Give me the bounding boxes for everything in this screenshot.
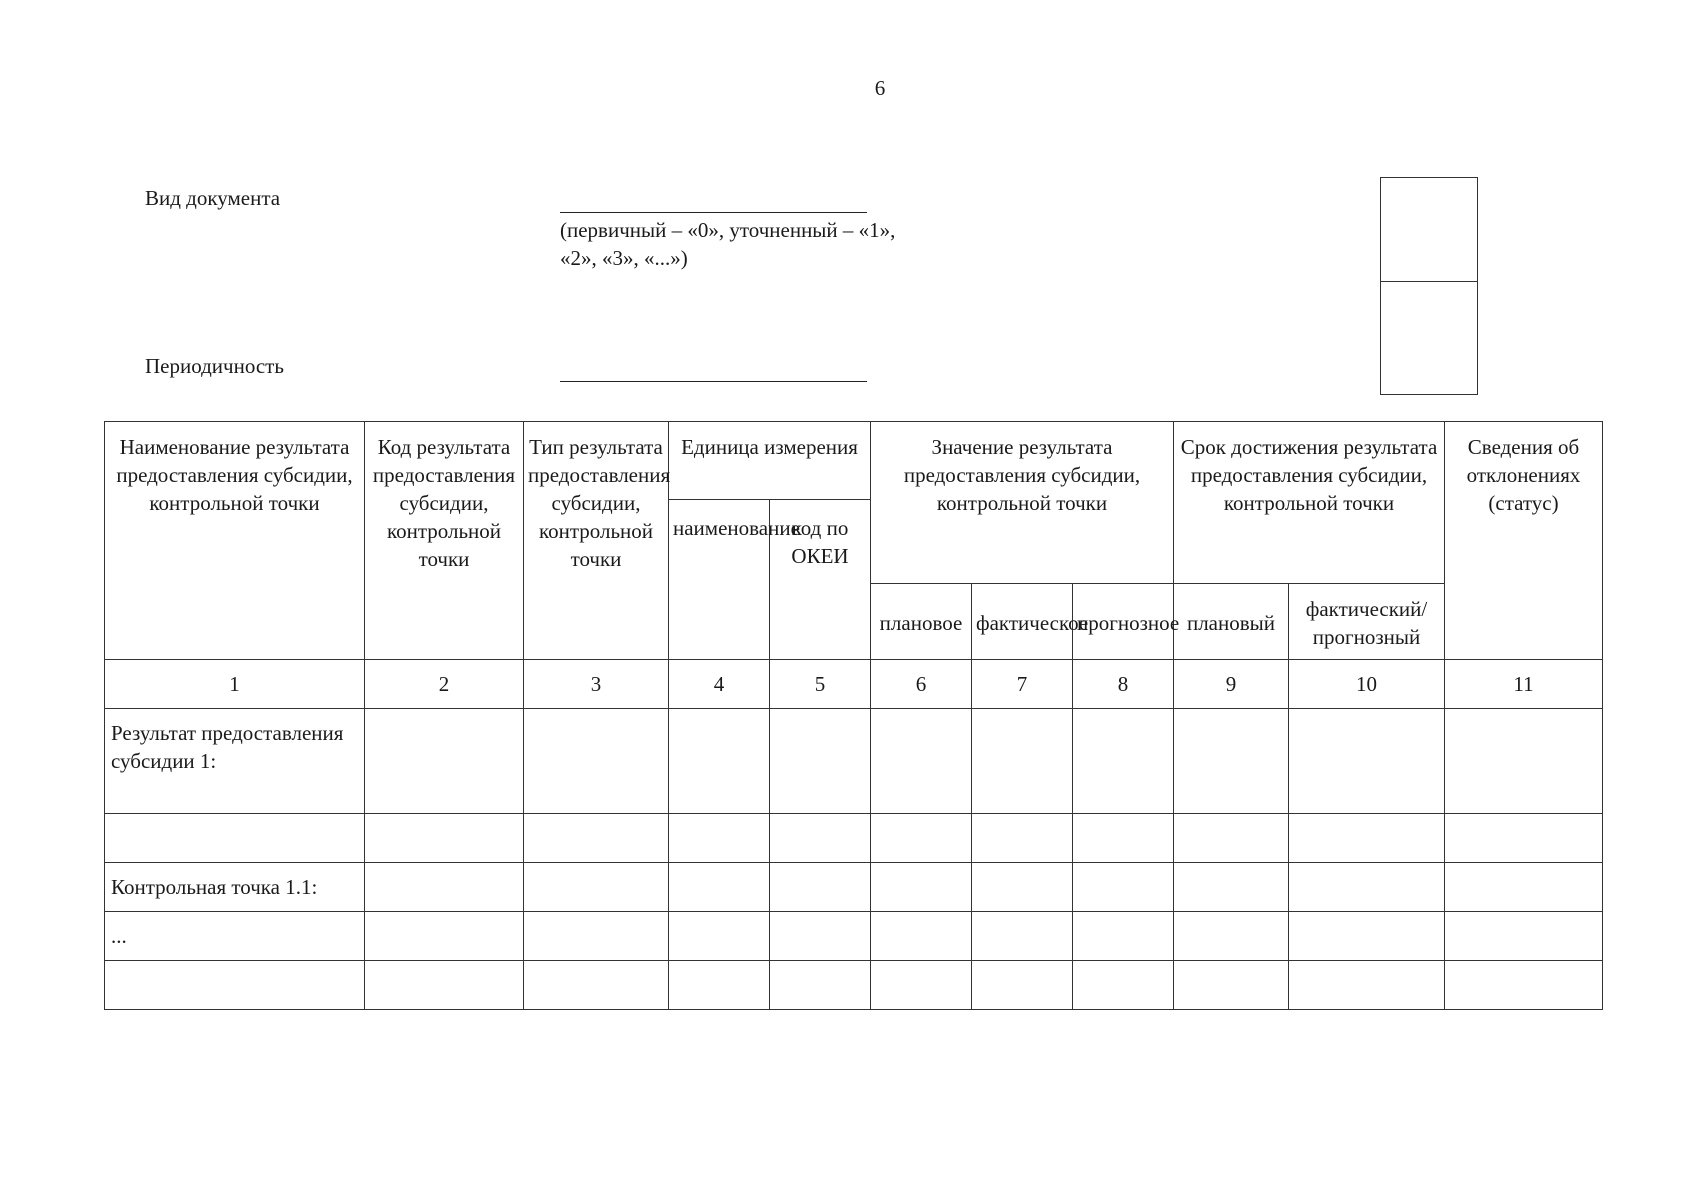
table-cell bbox=[365, 709, 524, 814]
table-cell bbox=[770, 709, 871, 814]
row-label: ... bbox=[105, 912, 365, 961]
header-value-actual: фактическое bbox=[972, 584, 1073, 660]
table-cell bbox=[1073, 709, 1174, 814]
table-cell bbox=[871, 912, 972, 961]
column-number: 1 bbox=[105, 660, 365, 709]
table-cell bbox=[524, 863, 669, 912]
table-cell bbox=[972, 709, 1073, 814]
header-deadline-planned: плановый bbox=[1174, 584, 1289, 660]
column-number: 7 bbox=[972, 660, 1073, 709]
header-result-code: Код результата предоставления субсидии, контрольной точки bbox=[365, 422, 524, 660]
table-cell bbox=[1174, 912, 1289, 961]
table-row bbox=[105, 912, 1603, 961]
table-cell bbox=[669, 912, 770, 961]
column-number: 8 bbox=[1073, 660, 1174, 709]
column-numbers-row bbox=[105, 660, 1603, 709]
periodicity-label: Периодичность bbox=[145, 354, 284, 378]
table-cell bbox=[669, 863, 770, 912]
table-cell bbox=[1174, 961, 1289, 1010]
table-cell bbox=[972, 961, 1073, 1010]
doc-type-label: Вид документа bbox=[145, 186, 281, 210]
table-cell bbox=[770, 961, 871, 1010]
column-number: 4 bbox=[669, 660, 770, 709]
table-cell bbox=[1445, 709, 1603, 814]
table-cell bbox=[1073, 814, 1174, 863]
table-cell bbox=[770, 863, 871, 912]
table-cell bbox=[871, 814, 972, 863]
table-cell bbox=[1174, 863, 1289, 912]
table-cell bbox=[1289, 709, 1445, 814]
column-number: 11 bbox=[1445, 660, 1603, 709]
table-cell bbox=[1073, 961, 1174, 1010]
table-cell bbox=[524, 709, 669, 814]
table-cell bbox=[1174, 814, 1289, 863]
table-cell bbox=[524, 912, 669, 961]
table-cell bbox=[1289, 814, 1445, 863]
table-row bbox=[105, 709, 1603, 814]
table-cell bbox=[1073, 863, 1174, 912]
table-cell bbox=[1445, 912, 1603, 961]
table-cell bbox=[871, 863, 972, 912]
row-label bbox=[105, 961, 365, 1010]
table-cell bbox=[1289, 863, 1445, 912]
table-cell bbox=[1073, 912, 1174, 961]
page-number: 6 bbox=[874, 76, 886, 100]
table-row bbox=[105, 863, 1603, 912]
code-box bbox=[1380, 177, 1478, 395]
table-cell bbox=[669, 709, 770, 814]
periodicity-fill-line bbox=[560, 381, 867, 382]
table-cell bbox=[524, 961, 669, 1010]
table-cell bbox=[365, 814, 524, 863]
table-cell bbox=[972, 863, 1073, 912]
table-cell bbox=[365, 912, 524, 961]
table-cell bbox=[524, 814, 669, 863]
table-cell bbox=[770, 912, 871, 961]
row-label: Контрольная точка 1.1: bbox=[105, 863, 365, 912]
code-box-divider bbox=[1381, 281, 1477, 282]
table-cell bbox=[1445, 961, 1603, 1010]
column-number: 5 bbox=[770, 660, 871, 709]
header-deviations: Сведения об отклонениях (статус) bbox=[1445, 422, 1603, 660]
column-number: 3 bbox=[524, 660, 669, 709]
table-cell bbox=[871, 709, 972, 814]
header-value: Значение результата предоставления субсидии, контрольной точки bbox=[871, 422, 1174, 584]
column-number: 2 bbox=[365, 660, 524, 709]
table-row bbox=[105, 961, 1603, 1010]
table-cell bbox=[669, 814, 770, 863]
table-cell bbox=[1445, 814, 1603, 863]
table-cell bbox=[365, 961, 524, 1010]
header-value-forecast: прогнозное bbox=[1073, 584, 1174, 660]
table-row bbox=[105, 814, 1603, 863]
table-cell bbox=[972, 814, 1073, 863]
row-label: Результат предоставления субсидии 1: bbox=[105, 709, 365, 814]
doc-type-fill-line bbox=[560, 212, 867, 213]
table-cell bbox=[972, 912, 1073, 961]
header-result-name: Наименование результата предоставления субсидии, контрольной точки bbox=[105, 422, 365, 660]
header-deadline: Срок достижения результата предоставления субсидии, контрольной точки bbox=[1174, 422, 1445, 584]
column-number: 9 bbox=[1174, 660, 1289, 709]
header-unit-okei: код по ОКЕИ bbox=[770, 500, 871, 660]
header-unit-name: наименование bbox=[669, 500, 770, 660]
doc-type-hint: (первичный – «0», уточненный – «1», «2», «3», «...») bbox=[560, 218, 896, 270]
table-cell bbox=[1289, 961, 1445, 1010]
report-table bbox=[104, 421, 1603, 1010]
table-cell bbox=[365, 863, 524, 912]
table-cell bbox=[770, 814, 871, 863]
table-cell bbox=[1174, 709, 1289, 814]
header-value-planned: плановое bbox=[871, 584, 972, 660]
column-number: 6 bbox=[871, 660, 972, 709]
table-cell bbox=[669, 961, 770, 1010]
table-cell bbox=[1289, 912, 1445, 961]
header-unit: Единица измерения bbox=[669, 422, 871, 500]
row-label bbox=[105, 814, 365, 863]
column-number: 10 bbox=[1289, 660, 1445, 709]
header-result-type: Тип результата предоставления субсидии, контрольной точки bbox=[524, 422, 669, 660]
table-cell bbox=[1445, 863, 1603, 912]
table-cell bbox=[871, 961, 972, 1010]
header-deadline-actual: фактический/ прогнозный bbox=[1289, 584, 1445, 660]
